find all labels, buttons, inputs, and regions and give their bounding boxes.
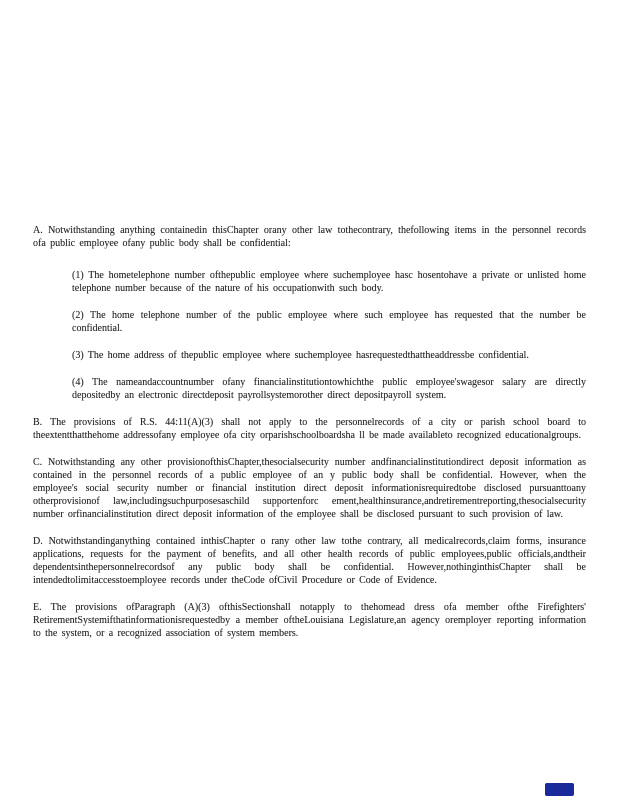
paragraph-C: C. Notwithstanding any other provisionofthisChapter,thesocialsecurity number andfinancialinstitutiondirect deposit information as contained in the personnel records of a public employee of an y public body shall be confidential. However, when the employee's social security number or financial institution direct deposit informationisrequiredtobe disclosed pursuanttoany otherprovisionof law,includingsuchpurposesaschild supportenforc ement,healthinsurance,andretirementreporting,thesocialsecurity number orfinancialinstitution direct deposit information of the employee shall be disclosed pursuant to such provision of law. [33,457,586,520]
paragraph-E: E. The provisions ofParagraph (A)(3) ofthisSectionshall notapply to thehomead dress ofa member ofthe Firefighters' RetirementSystemifthatinformationisrequestedby a member oftheLouisiana Legislature,an agency oremployer reporting information to the system, or a recognized association of system members. [33,602,586,639]
paragraph-A-3: (3) The home address of thepublic employee where suchemployee hasrequestedthattheaddressbe confidential. [72,350,529,361]
paragraph-A-1: (1) The hometelephone number ofthepublic employee where suchemployee hasc hosentohave a private or unlisted home telephone number because of the nature of his occupationwith such body. [72,270,586,294]
paragraph-D: D. Notwithstandinganything contained inthisChapter o rany other law tothe contrary, all medicalrecords,claim forms, insurance applications, requests for the payment of benefits, and all other health records of public employees,public officials,andtheir dependentsinthepersonnelrecordsof any public body shall be confidential. However,nothinginthisChapter shall be intendedtolimitaccesstoemployee records under theCode ofCivil Procedure or Code of Evidence. [33,536,586,586]
paragraph-A-2: (2) The home telephone number of the public employee where such employee has requested that the number be confidential. [72,310,586,334]
document-text-block [33,224,586,654]
paragraph-B: B. The provisions of R.S. 44:11(A)(3) shall not apply to the personnelrecords of a city or parish school board to theextentthatthehome addressofany employee ofa city orparishschoolboardsha ll be made availableto recognized educationalgroups. [33,417,586,441]
corner-mark [545,783,574,796]
paragraph-A-4: (4) The nameandaccountnumber ofany financialinstitutiontowhichthe public employee'swagesor salary are directly depositedby an electronic directdeposit payrollsystemorother direct depositpayroll system. [72,377,586,401]
paragraph-A: A. Notwithstanding anything containedin thisChapter orany other law tothecontrary, thefollowing items in the personnel records ofa public employee ofany public body shall be confidential: [33,225,586,249]
